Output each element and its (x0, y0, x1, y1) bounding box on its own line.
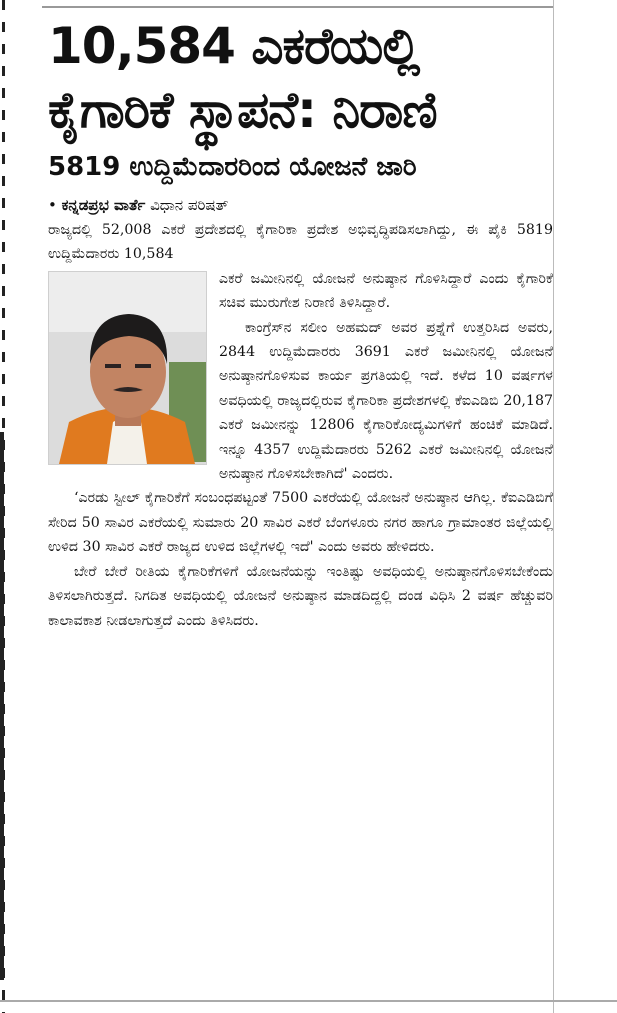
top-rule (42, 6, 554, 8)
byline-bullet: • (48, 196, 57, 214)
paragraph-2: ಕಾಂಗ್ರೆಸ್‌ನ ಸಲೀಂ ಅಹಮದ್ ಅವರ ಪ್ರಶ್ನೆಗೆ ಉತ್ತರಿಸಿದ ಅವರು, 2844 ಉದ್ದಿಮೆದಾರರು 3691 ಎಕರೆ ಜಮೀನಿನಲ್ಲಿ ಯೋಜನೆ ಅನುಷ್ಠಾನಗೊಳಿಸುವ ಕಾರ್ಯ ಪ್ರಗತಿಯಲ್ಲಿ ಇದೆ. ಕಳೆದ 10 ವರ್ಷಗಳ ಅವಧಿಯಲ್ಲಿ ರಾಜ್ಯದಲ್ಲಿರುವ ಕೈಗಾರಿಕಾ ಪ್ರದೇಶಗಳಲ್ಲಿ ಕೆಐಎಡಿಬಿ 20,187 ಎಕರೆ ಜಮೀನನ್ನು 12806 ಕೈಗಾರಿಕೋದ್ಯಮಿಗಳಿಗೆ ಹಂಚಿಕೆ ಮಾಡಿದೆ. ಇನ್ನೂ 4357 ಉದ್ದಿಮೆದಾರರು 5262 ಎಕರೆ ಜಮೀನಿನಲ್ಲಿ ಯೋಜನೆ ಅನುಷ್ಠಾನ ಗೊಳಿಸಬೇಕಾಗಿದೆ' ಎಂದರು. (219, 319, 553, 483)
person-portrait-icon (49, 272, 206, 464)
subheadline: 5819 ಉದ್ದಿಮೆದಾರರಿಂದ ಯೋಜನೆ ಜಾರಿ (48, 152, 417, 182)
bottom-rule (0, 1000, 617, 1002)
headline (48, 14, 553, 142)
paragraph-1-lead: ರಾಜ್ಯದಲ್ಲಿ 52,008 ಎಕರೆ ಪ್ರದೇಶದಲ್ಲಿ ಕೈಗಾರಿಕಾ ಪ್ರದೇಶ ಅಭಿವೃದ್ಧಿಪಡಿಸಲಾಗಿದ್ದು, ಈ ಪೈಕಿ 5819 ಉದ್ದಿಮೆದಾರರು 10,584 (48, 222, 553, 263)
paragraph-3: ‘ಎರಡು ಸ್ಟೀಲ್ ಕೈಗಾರಿಕೆಗೆ ಸಂಬಂಧಪಟ್ಟಂತೆ 7500 ಎಕರೆಯಲ್ಲಿ ಯೋಜನೆ ಅನುಷ್ಠಾನ ಆಗಿಲ್ಲ. ಕೆಐಎಡಿಬಿಗೆ ಸೇರಿದ 50 ಸಾವಿರ ಎಕರೆಯಲ್ಲಿ ಸುಮಾರು 20 ಸಾವಿರ ಎಕರೆ ಬೆಂಗಳೂರು ನಗರ ಹಾಗೂ ಗ್ರಾಮಾಂತರ ಜಿಲ್ಲೆಯಲ್ಲಿ ಉಳಿದ 30 ಸಾವಿರ ಎಕರೆ ರಾಜ್ಯದ ಉಳಿದ ಜಿಲ್ಲೆಗಳಲ್ಲಿ ಇದೆ' ಎಂದು ಅವರು ಹೇಳಿದರು. (48, 490, 553, 556)
paragraph-1-rest: ಎಕರೆ ಜಮೀನಿನಲ್ಲಿ ಯೋಜನೆ ಅನುಷ್ಠಾನ ಗೊಳಿಸಿದ್ದಾರೆ ಎಂದು ಕೈಗಾರಿಕೆ ಸಚಿವ ಮುರುಗೇಶ ನಿರಾಣಿ ತಿಳಿಸಿದ್ದಾರೆ. (219, 270, 553, 312)
headline-line-2: ಕೈಗಾರಿಕೆ ಸ್ಥಾಪನೆ: ನಿರಾಣಿ (48, 81, 437, 139)
adjacent-column-edge (0, 432, 4, 980)
headline-line-1: 10,584 ಎಕರೆಯಲ್ಲಿ (48, 17, 420, 75)
byline (48, 194, 553, 216)
paragraph-4: ಬೇರೆ ಬೇರೆ ರೀತಿಯ ಕೈಗಾರಿಕೆಗಳಿಗೆ ಯೋಜನೆಯನ್ನು ಇಂತಿಷ್ಟು ಅವಧಿಯಲ್ಲಿ ಅನುಷ್ಠಾನಗೊಳಿಸಬೇಕೆಂದು ತಿಳಿಸಲಾಗಿರುತ್ತದೆ. ನಿಗದಿತ ಅವಧಿಯಲ್ಲಿ ಯೋಜನೆ ಅನುಷ್ಠಾನ ಮಾಡದಿದ್ದಲ್ಲಿ ದಂಡ ವಿಧಿಸಿ 2 ವರ್ಷ ಹೆಚ್ಚುವರಿ ಕಾಲಾವಕಾಶ ನೀಡಲಾಗುತ್ತದೆ ಎಂದು ತಿಳಿಸಿದರು. (48, 563, 553, 629)
column-divider (553, 0, 554, 1013)
article-body (48, 218, 553, 633)
byline-place: ವಿಧಾನ ಪರಿಷತ್ (150, 196, 229, 214)
news-article (48, 14, 553, 633)
byline-paper: ಕನ್ನಡಪ್ರಭ ವಾರ್ತೆ (61, 196, 146, 214)
minister-photo (48, 271, 207, 465)
